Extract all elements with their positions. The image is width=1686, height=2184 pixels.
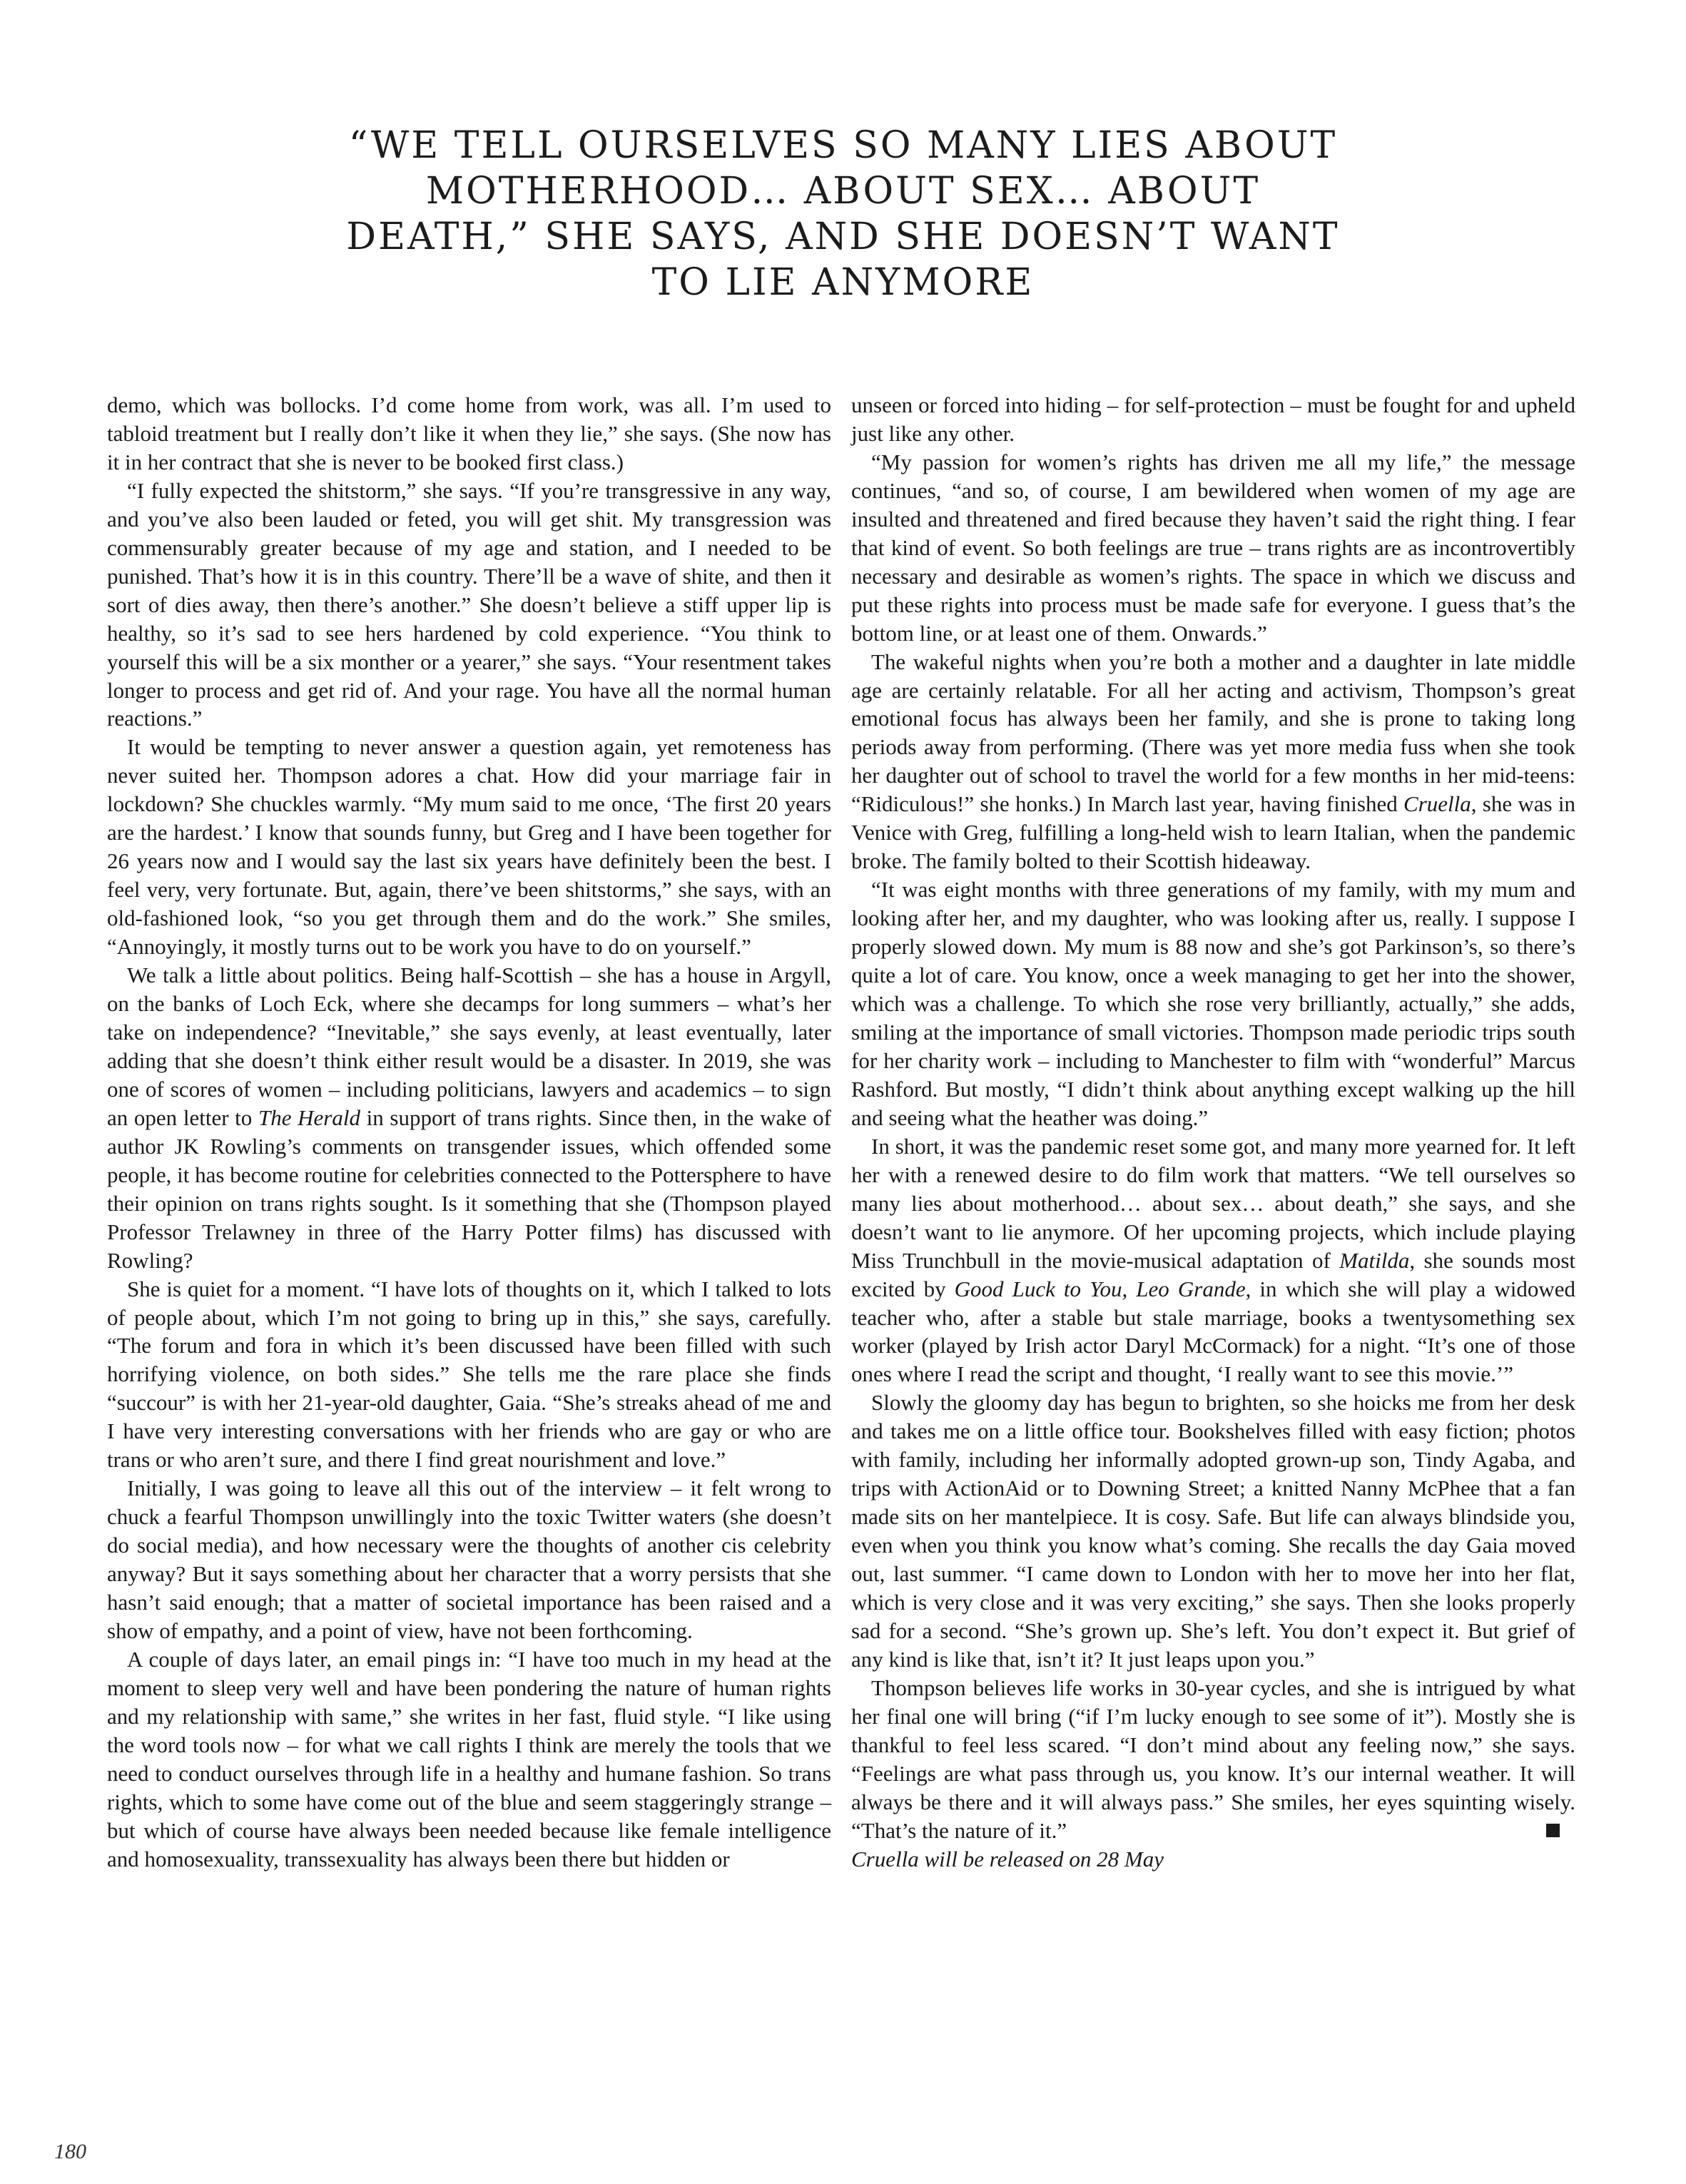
release-note-text: Cruella will be released on 28 May — [851, 1846, 1164, 1871]
paragraph-text: , she sounds most excited by — [851, 1247, 1575, 1301]
release-note — [851, 1845, 1575, 1874]
paragraph — [107, 961, 831, 1274]
pull-quote-line: TO LIE ANYMORE — [651, 261, 1035, 304]
paragraph: unseen or forced into hiding – for self-protection – must be fought for and upheld just like any other. — [851, 392, 1575, 446]
paragraph — [851, 1674, 1575, 1845]
paragraph-text: in support of trans rights. Since then, in the wake of author JK Rowling’s comments on transgender issues, which offended some people, it has become routine for celebrities connected to the Pottersphere to have their opinion on trans rights sought. Is it something that she (Thompson played Professor Trelawney in three of the Harry Potter films) has discussed with Rowling? — [107, 1104, 831, 1273]
paragraph: It would be tempting to never answer a question again, yet remoteness has never suited her. Thompson adores a chat. How did your marriage fair in lockdown? She chuckles warmly. “My mum said to me once, ‘The first 20 years are the hardest.’ I know that sounds funny, but Greg and I have been together for 26 years now and I would say the last six years have definitely been the best. I feel very, very fortunate. But, again, there’ve been shitstorms,” she says, with an old-fashioned look, “so you get through them and do the work.” She smiles, “Annoyingly, it mostly turns out to be work you have to do on yourself.” — [107, 734, 831, 960]
end-mark-icon — [1546, 1824, 1560, 1837]
page-number: 180 — [54, 2140, 86, 2163]
film-title: Matilda — [1339, 1247, 1410, 1273]
film-title: Cruella — [1403, 791, 1471, 817]
paragraph-text: , she was in Venice with Greg, fulfilling a long-held wish to learn Italian, when the pandemic broke. The family bolted to their Scottish hideaway. — [851, 791, 1575, 874]
publication-title: The Herald — [258, 1104, 360, 1130]
paragraph: A couple of days later, an email pings in: “I have too much in my head at the moment to sleep very well and have been pondering the nature of human rights and my relationship with same,” she writes in her fast, fluid style. “I like using the word tools now – for what we call rights I think are merely the tools that we need to conduct ourselves through life in a healthy and humane fashion. So trans rights, which to some have come out of the blue and seem staggeringly strange – but which of course have always been needed because like female intelligence and homosexuality, transsexuality has always been there but hidden or — [107, 1646, 831, 1871]
body-column-right — [851, 391, 1575, 1874]
paragraph-text: In short, it was the pandemic reset some got, and many more yearned for. It left her with a renewed desire to do film work that matters. “We tell ourselves so many lies about motherhood… about sex… about death,” she says, and she doesn’t want to lie anymore. Of her upcoming projects, which include playing Miss Trunchbull in the movie-musical adaptation of — [851, 1133, 1575, 1273]
paragraph-text: , in which she will play a widowed teacher who, after a stable but stale marriage, books a twentysomething sex worker (played by Irish actor Daryl McCormack) for a night. “It’s one of those ones where I read the script and thought, ‘I really want to see this movie.’” — [851, 1276, 1575, 1387]
film-title: Good Luck to You, Leo Grande — [954, 1276, 1246, 1301]
paragraph — [851, 648, 1575, 876]
paragraph-text: Thompson believes life works in 30-year cycles, and she is intrigued by what her final one will bring (“if I’m lucky enough to see some of it”). Mostly she is thankful to feel less scared. “I don’t mind about any feeling now,” she says. “Feelings are what pass through us, you know. It’s our internal weather. It will always be there and it will always pass.” She smiles, her eyes squinting wisely. “That’s the nature of it.” — [851, 1675, 1575, 1843]
body-column-left — [107, 391, 831, 1874]
paragraph: Slowly the gloomy day has begun to brighten, so she hoicks me from her desk and takes me on a little office tour. Bookshelves filled with easy fiction; photos with family, including her informally adopted grown-up son, Tindy Agaba, and trips with ActionAid or to Downing Street; a knitted Nanny McPhee that a fan made sits on her mantelpiece. It is cosy. Safe. But life can always blindside you, even when you think you know what’s coming. She recalls the day Gaia moved out, last summer. “I came down to London with her to move her into her flat, which is very close and it was very exciting,” she says. Then she looks properly sad for a second. “She’s grown up. She’s left. You don’t expect it. But grief of any kind is like that, isn’t it? It just leaps upon you.” — [851, 1390, 1575, 1672]
pull-quote-line: “WE TELL OURSELVES SO MANY LIES ABOUT — [348, 124, 1338, 167]
pull-quote — [214, 123, 1472, 305]
paragraph: demo, which was bollocks. I’d come home from work, was all. I’m used to tabloid treatment but I really don’t like it when they lie,” she says. (She now has it in her contract that she is never to be booked first class.) — [107, 392, 831, 474]
paragraph: She is quiet for a moment. “I have lots of thoughts on it, which I talked to lots of people about, which I’m not going to bring up in this,” she says, carefully. “The forum and fora in which it’s been discussed have been filled with such horrifying violence, on both sides.” She tells me the rare place she finds “succour” is with her 21-year-old daughter, Gaia. “She’s streaks ahead of me and I have very interesting conversations with her friends who are gay or who are trans or who aren’t sure, and there I find great nourishment and love.” — [107, 1276, 831, 1473]
paragraph-text: We talk a little about politics. Being half-Scottish – she has a house in Argyll, on the banks of Loch Eck, where she decamps for long summers – what’s her take on independence? “Inevitable,” she says evenly, at least eventually, later adding that she doesn’t think either result would be a disaster. In 2019, she was one of scores of women – including politicians, lawyers and academics – to sign an open letter to — [107, 963, 831, 1130]
paragraph: “I fully expected the shitstorm,” she says. “If you’re transgressive in any way, and you’ve also been lauded or feted, you will get shit. My transgression was commensurably greater because of my age and station, and I needed to be punished. That’s how it is in this country. There’ll be a wave of shite, and then it sort of dies away, then there’s another.” She doesn’t believe a stiff upper lip is healthy, so it’s sad to see hers hardened by cold experience. “You think to yourself this will be a six monther or a yearer,” she says. “Your resentment takes longer to process and get rid of. And your rage. You have all the normal human reactions.” — [107, 477, 831, 731]
paragraph: Initially, I was going to leave all this out of the interview – it felt wrong to chuck a fearful Thompson unwillingly into the toxic Twitter waters (she doesn’t do social media), and how necessary were the thoughts of another cis celebrity anyway? But it says something about her character that a worry persists that she hasn’t said enough; that a matter of societal importance has been raised and a show of empathy, and a point of view, have not been forthcoming. — [107, 1476, 831, 1643]
pull-quote-line: DEATH,” SHE SAYS, AND SHE DOESN’T WANT — [346, 215, 1340, 258]
paragraph: “It was eight months with three generations of my family, with my mum and looking after her, and my daughter, who was looking after us, really. I suppose I properly slowed down. My mum is 88 now and she’s got Parkinson’s, so there’s quite a lot of care. You know, once a week managing to get her into the shower, which was a challenge. To which she rose very brilliantly, actually,” she adds, smiling at the importance of small victories. Thompson made periodic trips south for her charity work – including to Manchester to film with “wonderful” Marcus Rashford. But mostly, “I didn’t think about anything except walking up the hill and seeing what the heather was doing.” — [851, 877, 1575, 1130]
pull-quote-line: MOTHERHOOD… ABOUT SEX… ABOUT — [425, 170, 1261, 213]
paragraph-text: The wakeful nights when you’re both a mother and a daughter in late middle age are certainly relatable. For all her acting and activism, Thompson’s great emotional focus has always been her family, and she is prone to taking long periods away from performing. (There was yet more media fuss when she took her daughter out of school to travel the world for a few months in her mid-teens: “Ridiculous!” she honks.) In March last year, having finished — [851, 649, 1575, 817]
paragraph: “My passion for women’s rights has driven me all my life,” the message continues, “and so, of course, I am bewildered when women of my age are insulted and threatened and fired because they haven’t said the right thing. I fear that kind of event. So both feelings are true – trans rights are as incontrovertibly necessary and desirable as women’s rights. The space in which we discuss and put these rights into process must be made safe for everyone. I guess that’s the bottom line, or at least one of them. Onwards.” — [851, 449, 1575, 646]
paragraph — [851, 1132, 1575, 1389]
